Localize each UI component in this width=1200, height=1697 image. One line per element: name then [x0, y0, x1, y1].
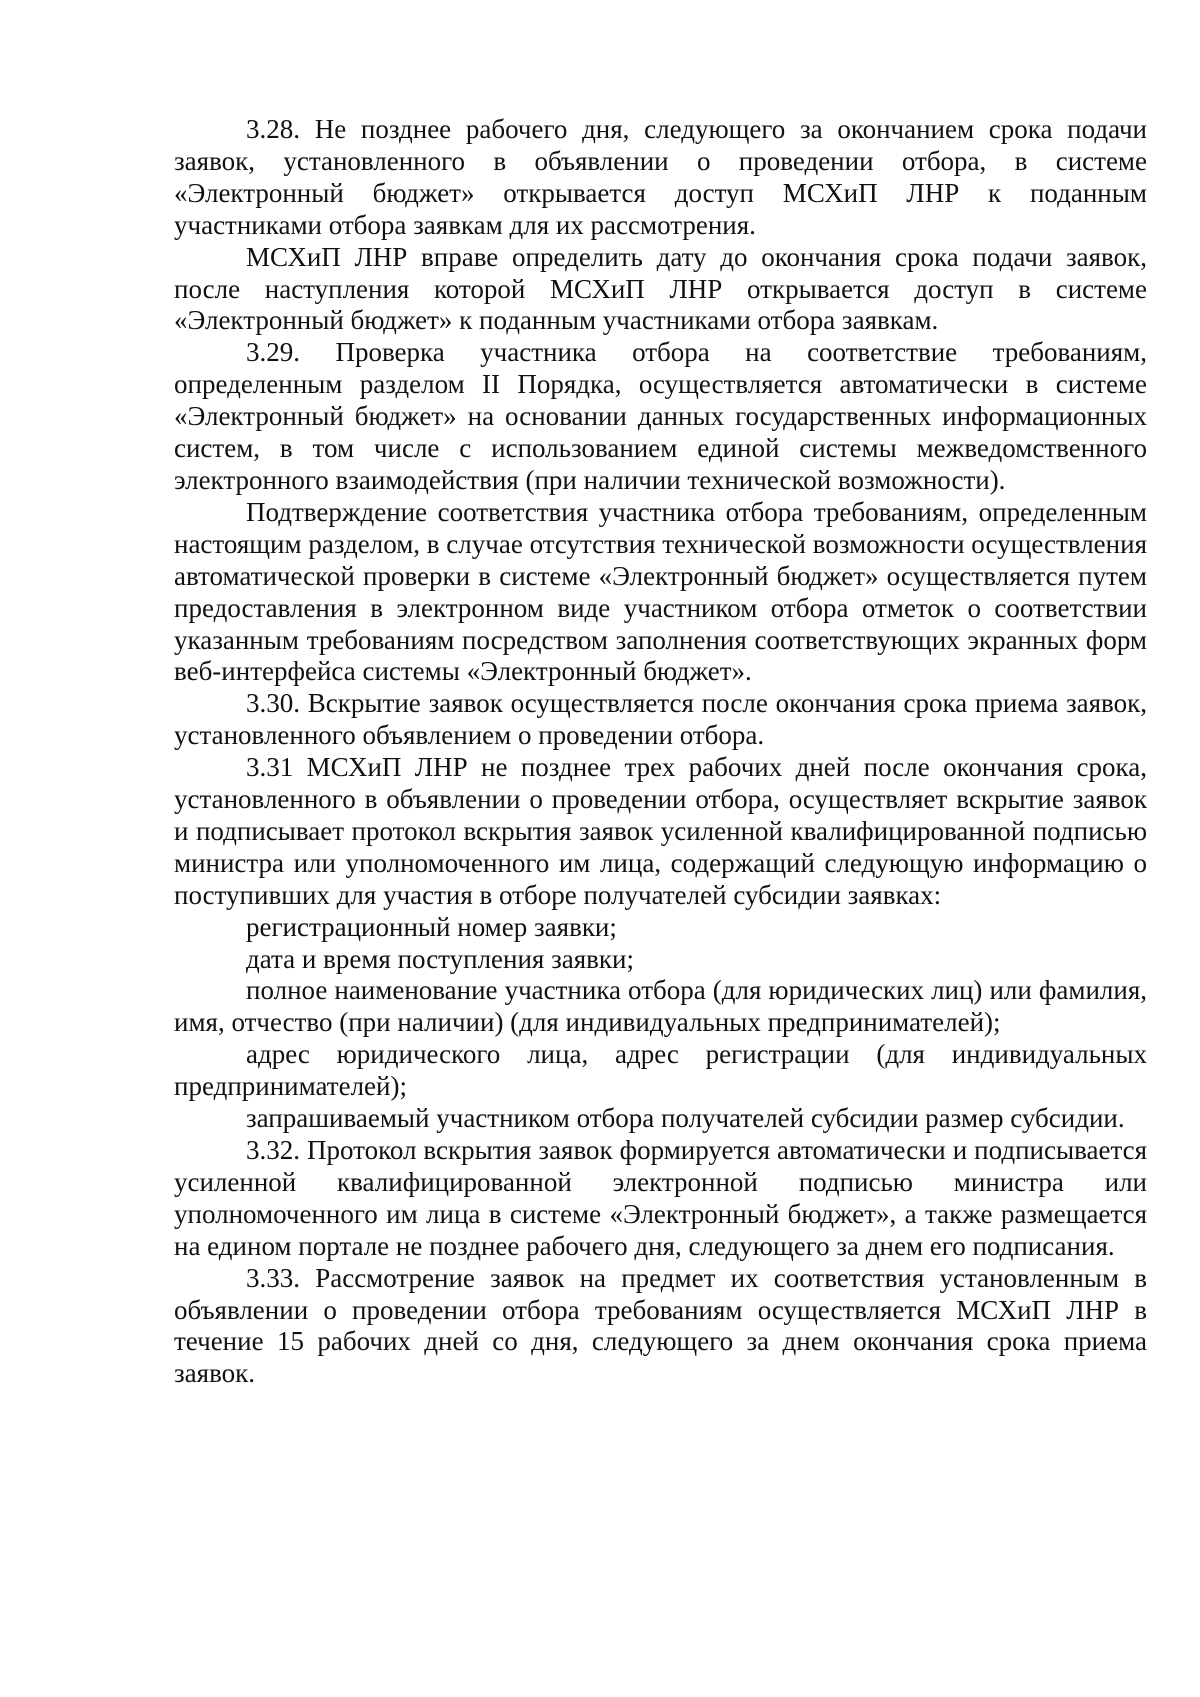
list-item: запрашиваемый участником отбора получателей субсидии размер субсидии. [246, 1103, 1125, 1134]
paragraph-3-30: 3.30. Вскрытие заявок осуществляется после окончания срока приема заявок, установленного объявлением о проведении отбора. [174, 688, 1147, 751]
paragraph-3-31: 3.31 МСХиП ЛНР не позднее трех рабочих дней после окончания срока, установленного в объявлении о проведении отбора, осуществляет вскрытие заявок и подписывает протокол вскрытия заявок усиленной квалифицированной подписью министра или уполномоченного им лица, содержащий следующую информацию о поступивших для участия в отборе получателей субсидии заявках: [174, 752, 1147, 910]
paragraph-3-28: 3.28. Не позднее рабочего дня, следующего за окончанием срока подачи заявок, установленного в объявлении о проведении отбора, в системе «Электронный бюджет» открывается доступ МСХиП ЛНР к поданным участниками отбора заявкам для их рассмотрения. [174, 114, 1147, 240]
paragraph-3-33: 3.33. Рассмотрение заявок на предмет их соответствия установленным в объявлении о проведении отбора требованиям осуществляется МСХиП ЛНР в течение 15 рабочих дней со дня, следующего за днем окончания срока приема заявок. [174, 1262, 1147, 1389]
paragraph-3-29: 3.29. Проверка участника отбора на соответствие требованиям, определенным разделом II Порядка, осуществляется автоматически в системе «Электронный бюджет» на основании данных государственных информационных систем, в том числе с использованием единой системы межведомственного электронного взаимодействия (при наличии технической возможности). [174, 337, 1147, 495]
paragraph-3-28-continued: МСХиП ЛНР вправе определить дату до окончания срока подачи заявок, после наступления которой МСХиП ЛНР открывается доступ в системе «Электронный бюджет» к поданным участниками отбора заявкам. [174, 241, 1147, 336]
paragraph-3-29-continued: Подтверждение соответствия участника отбора требованиям, определенным настоящим разделом, в случае отсутствия технической возможности осуществления автоматической проверки в системе «Электронный бюджет» осуществляется путем предоставления в электронном виде участником отбора отметок о соответствии указанным требованиям посредством заполнения соответствующих экранных форм веб-интерфейса системы «Электронный бюджет». [174, 496, 1147, 687]
list-item: дата и время поступления заявки; [246, 943, 634, 974]
list-item: адрес юридического лица, адрес регистрации (для индивидуальных предпринимателей); [174, 1039, 1147, 1102]
paragraph-3-32: 3.32. Протокол вскрытия заявок формируется автоматически и подписывается усиленной квалифицированной электронной подписью министра или уполномоченного им лица в системе «Электронный бюджет», а также размещается на едином портале не позднее рабочего дня, следующего за днем его подписания. [174, 1135, 1147, 1261]
document-page [174, 114, 1147, 1390]
list-item: регистрационный номер заявки; [246, 911, 617, 942]
list-item: полное наименование участника отбора (для юридических лиц) или фамилия, имя, отчество (при наличии) (для индивидуальных предпринимателей); [174, 975, 1147, 1038]
